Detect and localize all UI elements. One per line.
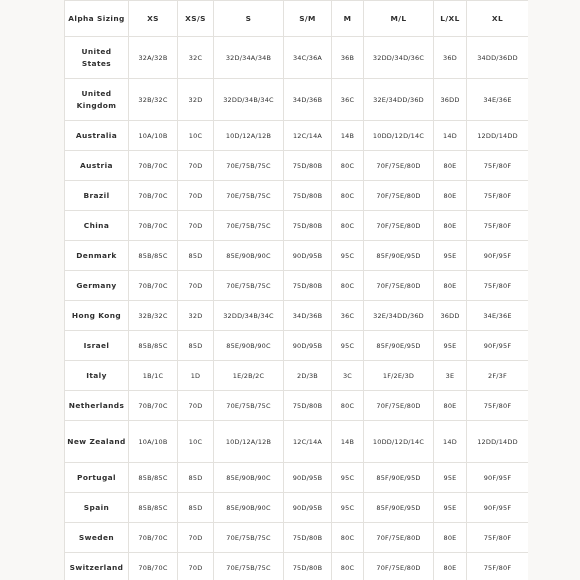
size-cell: 12C/14A (284, 421, 332, 463)
size-cell: 95E (434, 493, 467, 523)
size-cell: 32D/34A/34B (214, 37, 284, 79)
size-cell: 80C (332, 211, 364, 241)
table-row (65, 361, 529, 391)
size-cell: 36D (434, 37, 467, 79)
size-cell: 2D/3B (284, 361, 332, 391)
size-cell: 75F/80F (467, 271, 529, 301)
size-cell: 85F/90E/95D (364, 241, 434, 271)
size-cell: 70F/75E/80D (364, 211, 434, 241)
size-cell: 75F/80F (467, 553, 529, 580)
size-cell: 95E (434, 463, 467, 493)
size-cell: 70B/70C (129, 523, 178, 553)
country-name: Austria (65, 151, 129, 181)
size-cell: 70F/75E/80D (364, 391, 434, 421)
size-cell: 75F/80F (467, 181, 529, 211)
table-row (65, 523, 529, 553)
size-cell: 70B/70C (129, 553, 178, 580)
table-row (65, 151, 529, 181)
size-cell: 80C (332, 271, 364, 301)
size-cell: 75D/80B (284, 211, 332, 241)
size-cell: 80E (434, 553, 467, 580)
size-cell: 34D/36B (284, 301, 332, 331)
size-cell: 14D (434, 121, 467, 151)
size-cell: 34C/36A (284, 37, 332, 79)
column-header-xl: XL (467, 1, 529, 37)
size-cell: 85D (178, 493, 214, 523)
size-cell: 70D (178, 181, 214, 211)
country-name: Spain (65, 493, 129, 523)
size-cell: 70D (178, 553, 214, 580)
size-cell: 70E/75B/75C (214, 181, 284, 211)
size-cell: 75D/80B (284, 391, 332, 421)
size-cell: 10A/10B (129, 121, 178, 151)
table-row (65, 391, 529, 421)
table-row (65, 271, 529, 301)
size-cell: 10DD/12D/14C (364, 421, 434, 463)
column-header-l-xl: L/XL (434, 1, 467, 37)
size-cell: 80E (434, 181, 467, 211)
table-row (65, 493, 529, 523)
size-cell: 70E/75B/75C (214, 523, 284, 553)
country-name: Hong Kong (65, 301, 129, 331)
size-cell: 85B/85C (129, 331, 178, 361)
size-cell: 75D/80B (284, 151, 332, 181)
size-cell: 70D (178, 391, 214, 421)
size-cell: 12DD/14DD (467, 421, 529, 463)
size-cell: 70D (178, 151, 214, 181)
table-row (65, 121, 529, 151)
size-cell: 70E/75B/75C (214, 211, 284, 241)
size-cell: 32C (178, 37, 214, 79)
size-cell: 32D (178, 301, 214, 331)
size-cell: 70D (178, 271, 214, 301)
size-cell: 70D (178, 211, 214, 241)
size-cell: 80C (332, 151, 364, 181)
size-cell: 80C (332, 181, 364, 211)
size-cell: 95C (332, 493, 364, 523)
column-header-s: S (214, 1, 284, 37)
size-cell: 70B/70C (129, 211, 178, 241)
size-cell: 80E (434, 151, 467, 181)
size-cell: 10D/12A/12B (214, 121, 284, 151)
size-cell: 80C (332, 553, 364, 580)
size-cell: 10DD/12D/14C (364, 121, 434, 151)
column-header-xs-s: XS/S (178, 1, 214, 37)
table-row (65, 463, 529, 493)
column-header-s-m: S/M (284, 1, 332, 37)
table-body (65, 37, 529, 580)
size-cell: 32DD/34D/36C (364, 37, 434, 79)
table-row (65, 421, 529, 463)
size-cell: 90F/95F (467, 493, 529, 523)
column-header-m: M (332, 1, 364, 37)
country-name: Brazil (65, 181, 129, 211)
size-cell: 34D/36B (284, 79, 332, 121)
size-cell: 36B (332, 37, 364, 79)
size-cell: 90F/95F (467, 241, 529, 271)
size-cell: 36C (332, 301, 364, 331)
table-row (65, 241, 529, 271)
size-cell: 85E/90B/90C (214, 493, 284, 523)
size-cell: 32DD/34B/34C (214, 301, 284, 331)
size-cell: 75F/80F (467, 211, 529, 241)
size-cell: 85F/90E/95D (364, 493, 434, 523)
country-name: Italy (65, 361, 129, 391)
size-chart-page (64, 0, 528, 580)
size-cell: 75D/80B (284, 523, 332, 553)
size-cell: 80E (434, 523, 467, 553)
size-cell: 85F/90E/95D (364, 463, 434, 493)
size-cell: 85B/85C (129, 463, 178, 493)
table-row (65, 79, 529, 121)
size-cell: 90D/95B (284, 463, 332, 493)
column-header-xs: XS (129, 1, 178, 37)
size-cell: 85E/90B/90C (214, 463, 284, 493)
size-cell: 32E/34DD/36D (364, 301, 434, 331)
size-cell: 70F/75E/80D (364, 523, 434, 553)
size-cell: 95C (332, 331, 364, 361)
size-cell: 36DD (434, 79, 467, 121)
country-name: Germany (65, 271, 129, 301)
country-name: Sweden (65, 523, 129, 553)
size-cell: 75F/80F (467, 151, 529, 181)
size-cell: 85B/85C (129, 493, 178, 523)
size-cell: 32B/32C (129, 79, 178, 121)
size-cell: 1F/2E/3D (364, 361, 434, 391)
size-cell: 80E (434, 211, 467, 241)
country-name: United Kingdom (65, 79, 129, 121)
size-cell: 70B/70C (129, 181, 178, 211)
size-cell: 3E (434, 361, 467, 391)
country-name: China (65, 211, 129, 241)
size-cell: 2F/3F (467, 361, 529, 391)
size-cell: 1B/1C (129, 361, 178, 391)
size-cell: 70B/70C (129, 391, 178, 421)
size-cell: 90D/95B (284, 241, 332, 271)
size-cell: 85D (178, 331, 214, 361)
size-cell: 95C (332, 463, 364, 493)
table-row (65, 301, 529, 331)
country-name: Australia (65, 121, 129, 151)
size-cell: 80C (332, 391, 364, 421)
size-cell: 70F/75E/80D (364, 271, 434, 301)
size-cell: 85E/90B/90C (214, 241, 284, 271)
size-cell: 85E/90B/90C (214, 331, 284, 361)
size-cell: 85D (178, 241, 214, 271)
size-cell: 34DD/36DD (467, 37, 529, 79)
size-cell: 70B/70C (129, 151, 178, 181)
country-name: Israel (65, 331, 129, 361)
size-cell: 70F/75E/80D (364, 151, 434, 181)
size-cell: 70B/70C (129, 271, 178, 301)
size-cell: 14B (332, 421, 364, 463)
size-cell: 90D/95B (284, 493, 332, 523)
size-cell: 10A/10B (129, 421, 178, 463)
size-cell: 85F/90E/95D (364, 331, 434, 361)
size-cell: 90F/95F (467, 331, 529, 361)
size-cell: 32E/34DD/36D (364, 79, 434, 121)
size-cell: 32D (178, 79, 214, 121)
size-cell: 70E/75B/75C (214, 151, 284, 181)
size-cell: 1E/2B/2C (214, 361, 284, 391)
size-cell: 80E (434, 391, 467, 421)
size-cell: 14D (434, 421, 467, 463)
size-cell: 70E/75B/75C (214, 391, 284, 421)
size-cell: 90F/95F (467, 463, 529, 493)
size-cell: 12DD/14DD (467, 121, 529, 151)
size-cell: 36C (332, 79, 364, 121)
size-cell: 95E (434, 241, 467, 271)
size-cell: 32DD/34B/34C (214, 79, 284, 121)
country-name: Switzerland (65, 553, 129, 580)
size-cell: 32A/32B (129, 37, 178, 79)
size-cell: 85B/85C (129, 241, 178, 271)
country-name: Denmark (65, 241, 129, 271)
size-cell: 10C (178, 121, 214, 151)
size-cell: 36DD (434, 301, 467, 331)
size-cell: 34E/36E (467, 79, 529, 121)
size-cell: 70D (178, 523, 214, 553)
size-cell: 1D (178, 361, 214, 391)
size-cell: 10C (178, 421, 214, 463)
size-cell: 80E (434, 271, 467, 301)
column-header-m-l: M/L (364, 1, 434, 37)
size-cell: 70F/75E/80D (364, 553, 434, 580)
size-cell: 95E (434, 331, 467, 361)
country-name: New Zealand (65, 421, 129, 463)
table-row (65, 37, 529, 79)
size-cell: 75F/80F (467, 523, 529, 553)
size-cell: 12C/14A (284, 121, 332, 151)
size-cell: 34E/36E (467, 301, 529, 331)
size-cell: 80C (332, 523, 364, 553)
size-cell: 95C (332, 241, 364, 271)
size-cell: 32B/32C (129, 301, 178, 331)
size-cell: 10D/12A/12B (214, 421, 284, 463)
size-conversion-table (64, 0, 528, 580)
header-row (65, 1, 529, 37)
table-row (65, 211, 529, 241)
country-name: United States (65, 37, 129, 79)
size-cell: 14B (332, 121, 364, 151)
size-cell: 75D/80B (284, 271, 332, 301)
size-cell: 75F/80F (467, 391, 529, 421)
table-row (65, 553, 529, 580)
size-cell: 90D/95B (284, 331, 332, 361)
country-name: Netherlands (65, 391, 129, 421)
table-row (65, 181, 529, 211)
size-cell: 75D/80B (284, 181, 332, 211)
size-cell: 70E/75B/75C (214, 553, 284, 580)
size-cell: 70F/75E/80D (364, 181, 434, 211)
alpha-sizing-header: Alpha Sizing (65, 1, 129, 37)
size-cell: 70E/75B/75C (214, 271, 284, 301)
size-cell: 85D (178, 463, 214, 493)
table-row (65, 331, 529, 361)
country-name: Portugal (65, 463, 129, 493)
size-cell: 75D/80B (284, 553, 332, 580)
size-cell: 3C (332, 361, 364, 391)
